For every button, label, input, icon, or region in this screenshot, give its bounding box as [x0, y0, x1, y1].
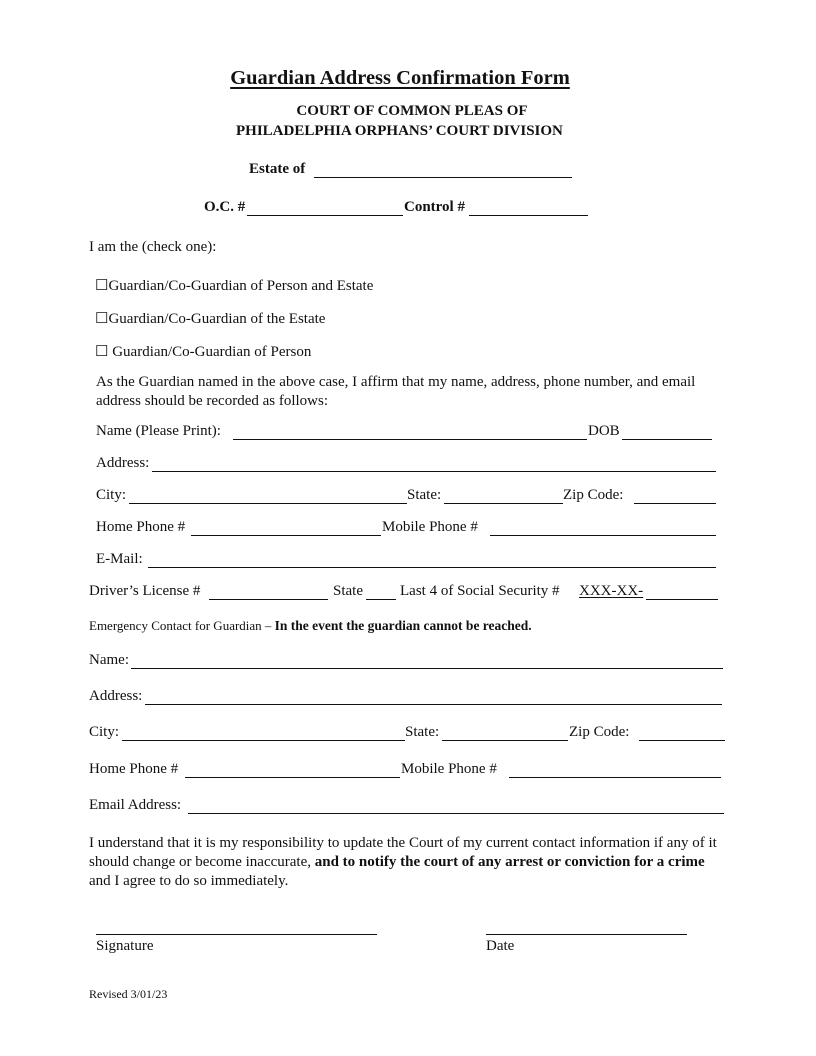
drivers-license-label: Driver’s License # [89, 583, 201, 599]
court-name-line2-part1: PHILADELPHIA ORPHANS’ COURT [236, 123, 490, 139]
guardian-name-label: Name (Please Print): [96, 423, 221, 439]
revised-date: Revised 3/01/23 [89, 987, 168, 1001]
court-name-line2 [236, 123, 563, 140]
emergency-heading-bold: In the event the guardian cannot be reached. [274, 618, 532, 633]
guardian-zip-label: Zip Code: [563, 487, 624, 503]
guardian-dob-field[interactable] [622, 439, 712, 440]
responsibility-statement [89, 834, 729, 891]
guardian-address-field[interactable] [152, 471, 716, 472]
ssn-last4-field[interactable] [646, 599, 718, 600]
emergency-city-field[interactable] [122, 740, 405, 741]
guardian-mobile-phone-field[interactable] [490, 535, 716, 536]
emergency-email-label: Email Address: [89, 797, 182, 813]
signature-label: Signature [96, 938, 154, 954]
role-option-person-and-estate[interactable] [95, 276, 373, 295]
signature-field[interactable] [96, 934, 377, 935]
role-option-label: Guardian/Co-Guardian of Person [112, 344, 312, 360]
guardian-name-field[interactable] [233, 439, 587, 440]
control-number-field[interactable] [469, 215, 588, 216]
date-field[interactable] [486, 934, 687, 935]
emergency-heading [89, 618, 532, 634]
role-option-person[interactable] [95, 342, 311, 361]
statement-part2-bold: and to notify the court of any arrest or conviction for a crime [314, 854, 705, 870]
oc-number-label: O.C. # [204, 199, 246, 215]
court-name-line2-part2: DIVISION [492, 123, 563, 139]
guardian-city-field[interactable] [129, 503, 407, 504]
emergency-state-field[interactable] [442, 740, 568, 741]
guardian-email-label: E-Mail: [96, 551, 143, 567]
license-state-label: State [333, 583, 363, 599]
guardian-dob-label: DOB [588, 423, 620, 439]
affirmation-text: As the Guardian named in the above case, I affirm that my name, address, phone number, and email address should be recorded as follows: [96, 374, 696, 409]
date-label: Date [486, 938, 515, 954]
license-state-field[interactable] [366, 599, 396, 600]
checkbox-icon[interactable]: ☐ [95, 344, 109, 360]
role-option-label: Guardian/Co-Guardian of Person and Estate [108, 278, 374, 294]
guardian-address-label: Address: [96, 455, 150, 471]
form-title: Guardian Address Confirmation Form [230, 67, 570, 89]
emergency-address-label: Address: [89, 688, 143, 704]
guardian-state-field[interactable] [444, 503, 563, 504]
emergency-address-field[interactable] [145, 704, 722, 705]
emergency-mobile-phone-field[interactable] [509, 777, 721, 778]
ssn-prefix: XXX-XX- [579, 583, 644, 599]
statement-part1: I understand that it is my responsibility to update the Court of my current contact information if any of it should change or become inaccurate, [89, 835, 717, 870]
drivers-license-field[interactable] [209, 599, 328, 600]
emergency-name-label: Name: [89, 652, 129, 668]
guardian-mobile-phone-label: Mobile Phone # [382, 519, 478, 535]
emergency-zip-field[interactable] [639, 740, 725, 741]
guardian-home-phone-field[interactable] [191, 535, 381, 536]
role-option-label: Guardian/Co-Guardian of the Estate [108, 311, 326, 327]
emergency-zip-label: Zip Code: [569, 724, 630, 740]
guardian-state-label: State: [407, 487, 442, 503]
guardian-home-phone-label: Home Phone # [96, 519, 186, 535]
control-number-label: Control # [404, 199, 465, 215]
court-name-line1: COURT OF COMMON PLEAS OF [296, 103, 528, 119]
guardian-city-label: City: [96, 487, 127, 503]
checkbox-icon[interactable]: ☐ [95, 278, 109, 294]
estate-field[interactable] [314, 177, 572, 178]
guardian-email-field[interactable] [148, 567, 716, 568]
role-option-estate[interactable] [95, 309, 325, 328]
statement-part3: and I agree to do so immediately. [89, 873, 289, 889]
guardian-zip-field[interactable] [634, 503, 716, 504]
emergency-name-field[interactable] [131, 668, 723, 669]
oc-number-field[interactable] [247, 215, 403, 216]
emergency-city-label: City: [89, 724, 120, 740]
emergency-mobile-phone-label: Mobile Phone # [401, 761, 497, 777]
role-prompt: I am the (check one): [89, 239, 217, 255]
ssn-label: Last 4 of Social Security # [400, 583, 560, 599]
emergency-state-label: State: [405, 724, 440, 740]
checkbox-icon[interactable]: ☐ [95, 311, 109, 327]
emergency-heading-text: Emergency Contact for Guardian – [89, 618, 272, 633]
estate-label: Estate of [249, 161, 306, 177]
emergency-email-field[interactable] [188, 813, 724, 814]
emergency-home-phone-label: Home Phone # [89, 761, 179, 777]
emergency-home-phone-field[interactable] [185, 777, 400, 778]
